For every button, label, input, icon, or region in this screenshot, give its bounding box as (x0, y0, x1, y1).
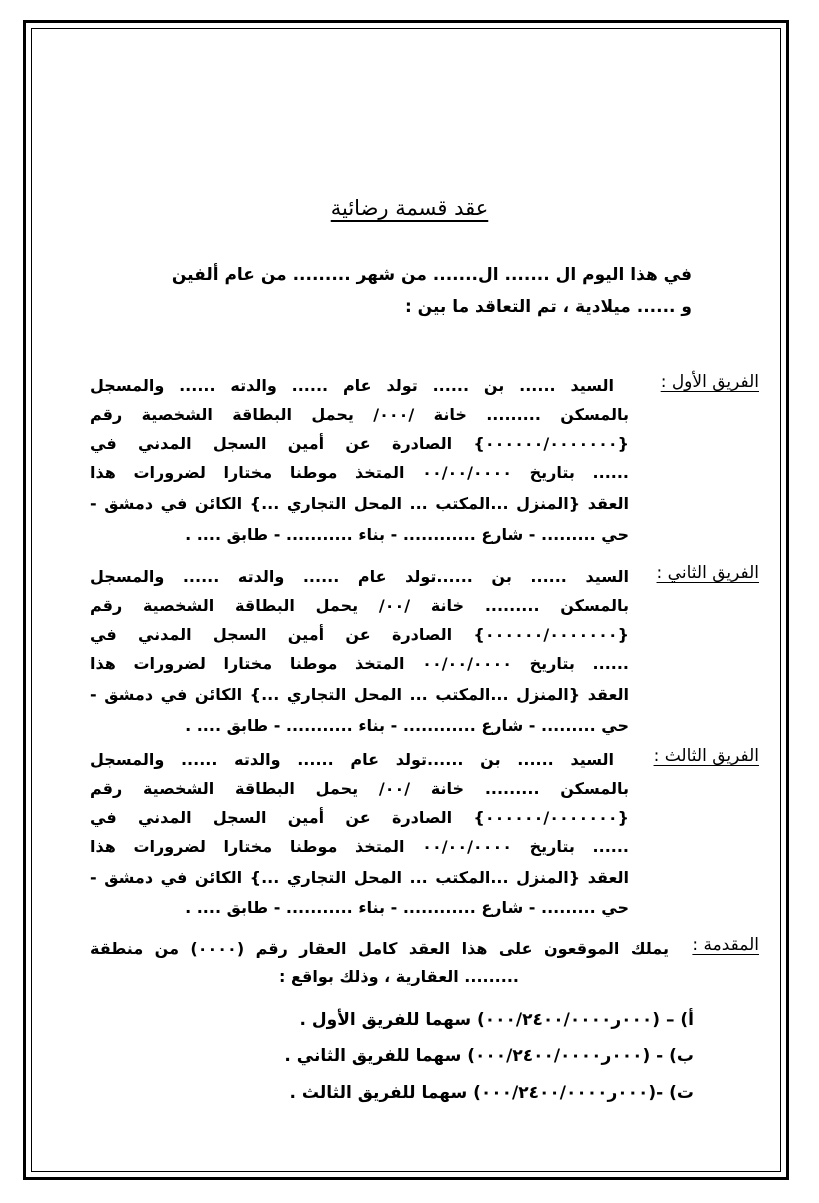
party-1-line-2: بالمسكن ......... خانة /٠٠٠/ يحمل البطاقة الشخصية رقم (90, 405, 629, 424)
party-1-line-4: ...... بتاريخ ٠٠/٠٠/٠٠٠٠ المتخذ موطنا مختارا لضرورات هذا (90, 463, 630, 482)
preamble-label: المقدمة : (692, 935, 759, 955)
party-3-line-3: {٠٠٠٠٠٠/٠٠٠٠٠٠٠} الصادرة عن أمين السجل المدني في (90, 808, 629, 827)
document-title-wrap (0, 196, 819, 220)
party-2-line-3: {٠٠٠٠٠٠/٠٠٠٠٠٠٠} الصادرة عن أمين السجل المدني في (90, 625, 629, 644)
intro-line-1: في هذا اليوم ال ....... ال....... من شهر ......... من عام ألفين (171, 265, 692, 285)
document-title: عقد قسمة رضائية (330, 196, 489, 220)
party-3-line-2: بالمسكن ......... خانة /٠٠/ يحمل البطاقة الشخصية رقم (90, 779, 629, 798)
party-1-line-1: السيد ...... بن ...... تولد عام ...... والدته ...... والمسجل (90, 376, 614, 395)
party-1-line-5: العقد {المنزل ...المكتب ... المحل التجاري ...} الكائن في دمشق - (90, 494, 629, 513)
party-2-line-2: بالمسكن ......... خانة /٠٠/ يحمل البطاقة الشخصية رقم (90, 596, 629, 615)
party-1-label: الفريق الأول : (660, 372, 759, 392)
intro-line-2: و ...... ميلادية ، تم التعاقد ما بين : (404, 297, 692, 317)
party-1-line-3: {٠٠٠٠٠٠/٠٠٠٠٠٠٠} الصادرة عن أمين السجل المدني في (90, 434, 629, 453)
party-2-label: الفريق الثاني : (656, 563, 759, 583)
party-2-line-4: ...... بتاريخ ٠٠/٠٠/٠٠٠٠ المتخذ موطنا مختارا لضرورات هذا (90, 654, 630, 673)
preamble-line-1: يملك الموقعون على هذا العقد كامل العقار رقم (٠٠٠٠) من منطقة (90, 939, 670, 958)
party-3-line-4: ...... بتاريخ ٠٠/٠٠/٠٠٠٠ المتخذ موطنا مختارا لضرورات هذا (90, 837, 630, 856)
party-2-line-5: العقد {المنزل ...المكتب ... المحل التجاري ...} الكائن في دمشق - (90, 685, 629, 704)
preamble-line-2: ......... العقارية ، وذلك بواقع : (279, 967, 519, 986)
party-3-line-6: حي ......... - شارع ............ - بناء ........... - طابق .... . (185, 898, 629, 917)
share-item-1: أ) – (٠٠٠ر٠٠٠/٢٤٠٠/٠٠٠٠) سهما للفريق الأول . (299, 1010, 694, 1030)
party-3-line-5: العقد {المنزل ...المكتب ... المحل التجاري ...} الكائن في دمشق - (90, 868, 629, 887)
party-2-line-6: حي ......... - شارع ............ - بناء ........... - طابق .... . (185, 716, 629, 735)
share-item-2: ب) - (٠٠٠ر٠٠٠/٢٤٠٠/٠٠٠٠) سهما للفريق الثاني . (284, 1046, 694, 1066)
party-2-line-1: السيد ...... بن ......تولد عام ...... والدته ...... والمسجل (90, 567, 629, 586)
party-1-line-6: حي ......... - شارع ............ - بناء ........... - طابق .... . (185, 525, 629, 544)
party-3-line-1: السيد ...... بن ......تولد عام ...... والدته ...... والمسجل (90, 750, 614, 769)
share-item-3: ت) -(٠٠٠ر٠٠٠/٢٤٠٠/٠٠٠٠) سهما للفريق الثالث . (289, 1083, 694, 1103)
party-3-label: الفريق الثالث : (653, 746, 759, 766)
